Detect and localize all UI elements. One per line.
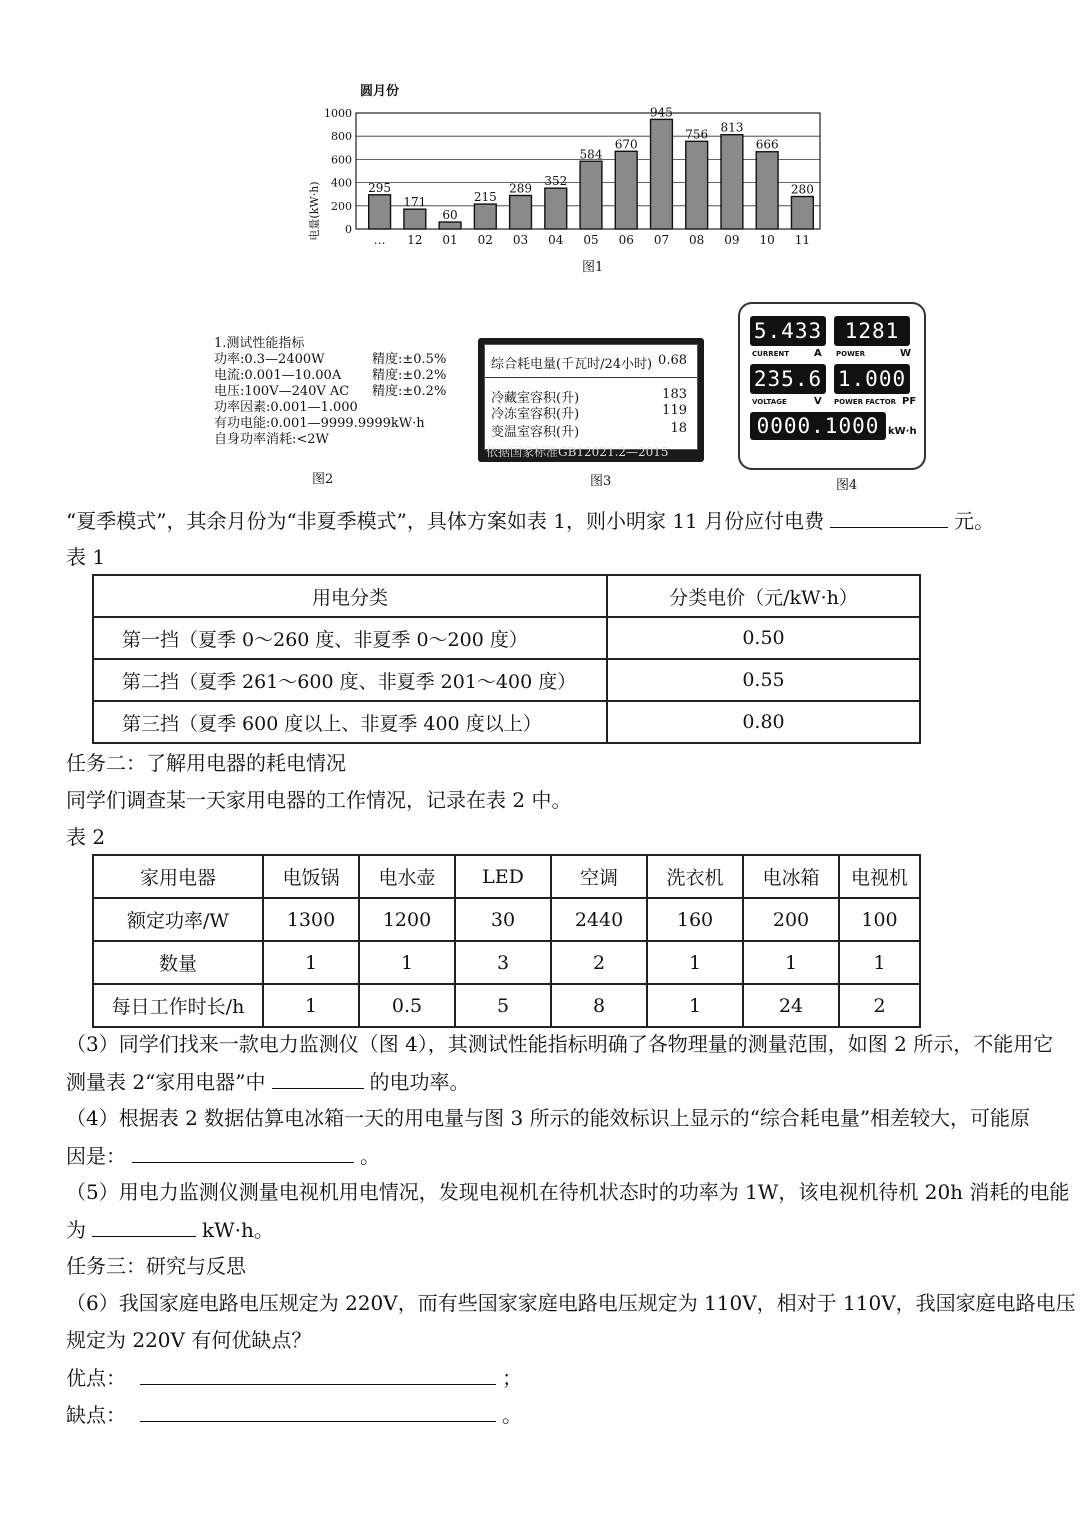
q6-line-b: 规定为 220V 有何优缺点？ bbox=[66, 1328, 312, 1352]
current-label: CURRENT bbox=[752, 350, 790, 358]
current-display: 5.433 bbox=[750, 316, 826, 346]
answer-blank-q5[interactable] bbox=[92, 1216, 196, 1237]
table-cell: 3 bbox=[455, 941, 551, 984]
table-row bbox=[93, 617, 920, 659]
table-cell: 额定功率/W bbox=[93, 898, 263, 941]
energy-display: 0000.1000 bbox=[750, 412, 886, 440]
pf-unit: PF bbox=[902, 396, 917, 407]
table-cell: 24 bbox=[743, 984, 839, 1027]
fig3-consumption-label: 综合耗电量(千瓦时/24小时) bbox=[491, 357, 653, 372]
monthly-electricity-chart bbox=[300, 76, 840, 276]
fig2-row bbox=[214, 384, 474, 400]
q3-line-a: （3）同学们找来一款电力监测仪（图 4），其测试性能指标明确了各物理量的测量范围，如图 2 所示，不能用它 bbox=[66, 1032, 1054, 1056]
bar bbox=[580, 161, 602, 229]
answer-blank-advantage[interactable] bbox=[140, 1364, 496, 1385]
table2-title: 表 2 bbox=[66, 825, 106, 849]
line1-text: “夏季模式”，其余月份为“非夏季模式”，具体方案如表 1，则小明家 11 月份应付电费 bbox=[66, 509, 825, 533]
task2-title: 任务二：了解用电器的耗电情况 bbox=[66, 751, 346, 775]
fig3-variable-label: 变温室容积(升) bbox=[491, 425, 580, 440]
x-tick-label: 02 bbox=[477, 233, 493, 247]
q3-text-1: 测量表 2“家用电器”中 bbox=[66, 1070, 266, 1094]
advantage-label: 优点： bbox=[66, 1366, 126, 1390]
bar-value-label: 295 bbox=[368, 180, 392, 195]
fig4-power-meter bbox=[738, 302, 926, 470]
voltage-label: VOLTAGE bbox=[752, 398, 787, 406]
fig2-row-text: 电流:0.001—10.00A bbox=[214, 368, 342, 383]
table-cell: 1 bbox=[647, 941, 743, 984]
voltage-unit: V bbox=[814, 396, 822, 407]
fig2-row-text: 有功电能:0.001—9999.9999kW·h bbox=[214, 416, 425, 431]
bar bbox=[756, 152, 778, 229]
bar bbox=[369, 195, 391, 229]
table-row bbox=[93, 984, 920, 1027]
y-tick-label: 0 bbox=[345, 223, 352, 236]
fig2-row bbox=[214, 368, 474, 384]
pf-display: 1.000 bbox=[834, 364, 910, 394]
fig3-freezer-value: 119 bbox=[662, 403, 687, 418]
table-row bbox=[93, 659, 920, 701]
table-header: 分类电价（元/kW·h） bbox=[607, 575, 920, 617]
table-cell: 2440 bbox=[551, 898, 647, 941]
task3-title: 任务三：研究与反思 bbox=[66, 1254, 246, 1278]
line1-unit: 元。 bbox=[954, 509, 995, 533]
disadvantage-line bbox=[66, 1401, 522, 1428]
fig3-footer: 依据国家标准GB12021.2—2015 bbox=[486, 445, 669, 459]
table-cell: 8 bbox=[551, 984, 647, 1027]
fig2-spec-list bbox=[214, 336, 474, 448]
x-tick-label: 10 bbox=[759, 233, 775, 247]
power-display: 1281 bbox=[834, 316, 910, 346]
table-header: LED bbox=[455, 855, 551, 898]
bar bbox=[721, 135, 743, 229]
power-unit: W bbox=[900, 348, 912, 359]
table-cell: 1300 bbox=[263, 898, 359, 941]
fig4-caption: 图4 bbox=[836, 478, 858, 493]
y-tick-label: 1000 bbox=[324, 107, 352, 120]
x-tick-label: 03 bbox=[512, 233, 529, 247]
x-tick-label: 11 bbox=[794, 233, 811, 247]
q6-line-a: （6）我国家庭电路电压规定为 220V，而有些国家家庭电路电压规定为 110V，相对于 110V，我国家庭电路电压 bbox=[66, 1291, 1076, 1315]
table-cell: 1 bbox=[359, 941, 455, 984]
fig3-fridge-label: 冷藏室容积(升) bbox=[491, 391, 580, 406]
bar-value-label: 352 bbox=[544, 174, 568, 189]
q5-text-2: kW·h。 bbox=[202, 1218, 274, 1242]
bar bbox=[686, 141, 708, 229]
fig2-row bbox=[214, 416, 474, 432]
table-header-row bbox=[93, 575, 920, 617]
fig3-panel bbox=[484, 344, 698, 450]
voltage-display: 235.6 bbox=[750, 364, 826, 394]
x-tick-label: 08 bbox=[689, 233, 705, 247]
table-row bbox=[93, 898, 920, 941]
chart-ylabel: 电量(kW·h) bbox=[308, 181, 321, 241]
q4-line-b bbox=[66, 1142, 380, 1169]
task2-desc: 同学们调查某一天家用电器的工作情况，记录在表 2 中。 bbox=[66, 788, 572, 812]
table-cell: 0.55 bbox=[607, 659, 920, 701]
x-tick-label: 09 bbox=[724, 233, 740, 247]
x-tick-label: 12 bbox=[407, 233, 423, 247]
fig2-row-text: 功率因素:0.001—1.000 bbox=[214, 400, 358, 415]
table-cell: 1 bbox=[647, 984, 743, 1027]
table-cell: 0.5 bbox=[359, 984, 455, 1027]
table-cell: 数量 bbox=[93, 941, 263, 984]
bar bbox=[510, 195, 532, 229]
fig3-variable-value: 18 bbox=[670, 421, 687, 436]
table-cell: 5 bbox=[455, 984, 551, 1027]
fig3-caption: 图3 bbox=[590, 474, 612, 489]
q3-text-2: 的电功率。 bbox=[369, 1070, 470, 1094]
bar-value-label: 945 bbox=[650, 105, 673, 120]
answer-blank-disadvantage[interactable] bbox=[140, 1401, 496, 1422]
fig2-row-text: 电压:100V—240V AC bbox=[214, 384, 350, 399]
disadvantage-label: 缺点： bbox=[66, 1403, 126, 1427]
bar-value-label: 280 bbox=[790, 182, 814, 197]
table-cell: 0.80 bbox=[607, 701, 920, 743]
fig2-row-text: 自身功率消耗:<2W bbox=[214, 432, 329, 447]
bar-value-label: 60 bbox=[442, 208, 458, 223]
fig2-row bbox=[214, 432, 474, 448]
bar bbox=[439, 222, 461, 229]
bar bbox=[615, 151, 637, 229]
answer-blank-q3[interactable] bbox=[272, 1068, 364, 1089]
table-cell: 200 bbox=[743, 898, 839, 941]
table-cell: 第三挡（夏季 600 度以上、非夏季 400 度以上） bbox=[93, 701, 607, 743]
chart-title: 圆月份 bbox=[360, 84, 400, 99]
bar bbox=[791, 197, 813, 229]
q3-line-b bbox=[66, 1068, 470, 1095]
x-tick-label: … bbox=[373, 233, 386, 247]
q5-line-b bbox=[66, 1216, 274, 1243]
fig2-row bbox=[214, 400, 474, 416]
x-tick-label: 01 bbox=[442, 233, 458, 247]
answer-blank-fee[interactable] bbox=[830, 507, 948, 528]
q4-line-a: （4）根据表 2 数据估算电冰箱一天的用电量与图 3 所示的能效标识上显示的“综合耗电量”相差较大，可能原 bbox=[66, 1106, 1031, 1130]
fig2-row-acc: 精度:±0.2% bbox=[372, 384, 447, 399]
x-tick-label: 05 bbox=[583, 233, 599, 247]
table-header: 电饭锅 bbox=[263, 855, 359, 898]
bar bbox=[404, 209, 426, 229]
x-tick-label: 07 bbox=[653, 233, 670, 247]
fig2-row-acc: 精度:±0.2% bbox=[372, 368, 447, 383]
bar bbox=[651, 119, 673, 229]
table-header: 用电分类 bbox=[93, 575, 607, 617]
bar-value-label: 289 bbox=[509, 181, 532, 196]
advantage-end: ； bbox=[502, 1366, 522, 1390]
table-cell: 1 bbox=[743, 941, 839, 984]
table2-appliances bbox=[92, 854, 921, 1028]
bar-value-label: 171 bbox=[403, 195, 427, 210]
fig2-row bbox=[214, 352, 474, 368]
table-header: 洗衣机 bbox=[647, 855, 743, 898]
y-tick-label: 600 bbox=[331, 153, 352, 167]
y-tick-label: 200 bbox=[331, 199, 352, 213]
answer-blank-q4[interactable] bbox=[132, 1142, 354, 1163]
table-cell: 2 bbox=[839, 984, 920, 1027]
fig3-fridge-value: 183 bbox=[662, 387, 687, 402]
table-cell: 第一挡（夏季 0～260 度、非夏季 0～200 度） bbox=[93, 617, 607, 659]
table-header: 电视机 bbox=[839, 855, 920, 898]
table-cell: 第二挡（夏季 261～600 度、非夏季 201～400 度） bbox=[93, 659, 607, 701]
table-cell: 1 bbox=[839, 941, 920, 984]
bar-value-label: 584 bbox=[579, 147, 603, 162]
fig3-divider bbox=[485, 377, 697, 378]
q4-text-2: 。 bbox=[360, 1144, 380, 1168]
table-cell: 1 bbox=[263, 984, 359, 1027]
table-header: 空调 bbox=[551, 855, 647, 898]
table-cell: 1200 bbox=[359, 898, 455, 941]
q4-text-1: 因是： bbox=[66, 1144, 126, 1168]
table-row bbox=[93, 701, 920, 743]
fig2-row-text: 功率:0.3—2400W bbox=[214, 352, 325, 367]
power-label: POWER bbox=[836, 350, 865, 358]
table-cell: 1 bbox=[263, 941, 359, 984]
bar-value-label: 813 bbox=[720, 120, 744, 135]
advantage-line bbox=[66, 1364, 522, 1391]
fig2-caption: 图2 bbox=[312, 472, 334, 487]
fig3-freezer-label: 冷冻室容积(升) bbox=[491, 407, 580, 422]
bar bbox=[545, 188, 567, 229]
table-cell: 每日工作时长/h bbox=[93, 984, 263, 1027]
q5-line-a: （5）用电力监测仪测量电视机用电情况，发现电视机在待机状态时的功率为 1W，该电视机待机 20h 消耗的电能 bbox=[66, 1180, 1070, 1204]
fig3-energy-label bbox=[478, 338, 704, 462]
table-header: 电水壶 bbox=[359, 855, 455, 898]
table1-tariff bbox=[92, 574, 921, 744]
y-tick-label: 400 bbox=[331, 176, 352, 190]
question-line-1 bbox=[66, 507, 994, 534]
bar-value-label: 666 bbox=[755, 137, 779, 152]
bar-value-label: 670 bbox=[614, 137, 638, 152]
x-tick-label: 04 bbox=[548, 233, 564, 247]
q5-text-1: 为 bbox=[66, 1218, 86, 1242]
table-cell: 0.50 bbox=[607, 617, 920, 659]
table-cell: 2 bbox=[551, 941, 647, 984]
y-tick-label: 800 bbox=[331, 130, 352, 144]
disadvantage-end: 。 bbox=[502, 1403, 522, 1427]
current-unit: A bbox=[814, 348, 822, 359]
table-row bbox=[93, 941, 920, 984]
table-header-row bbox=[93, 855, 920, 898]
fig2-row-acc: 精度:±0.5% bbox=[372, 352, 447, 367]
bar-value-label: 756 bbox=[685, 127, 709, 142]
x-tick-label: 06 bbox=[618, 233, 634, 247]
table-header: 家用电器 bbox=[93, 855, 263, 898]
bar-value-label: 215 bbox=[473, 190, 497, 205]
bar bbox=[474, 204, 496, 229]
table-cell: 160 bbox=[647, 898, 743, 941]
pf-label: POWER FACTOR bbox=[834, 398, 897, 406]
table-header: 电冰箱 bbox=[743, 855, 839, 898]
fig3-consumption-value: 0.68 bbox=[658, 353, 687, 368]
chart-caption: 图1 bbox=[582, 260, 604, 275]
table-cell: 30 bbox=[455, 898, 551, 941]
table-cell: 100 bbox=[839, 898, 920, 941]
fig2-heading: 1.测试性能指标 bbox=[214, 336, 305, 351]
energy-unit: kW·h bbox=[888, 426, 917, 437]
table1-title: 表 1 bbox=[66, 545, 106, 569]
